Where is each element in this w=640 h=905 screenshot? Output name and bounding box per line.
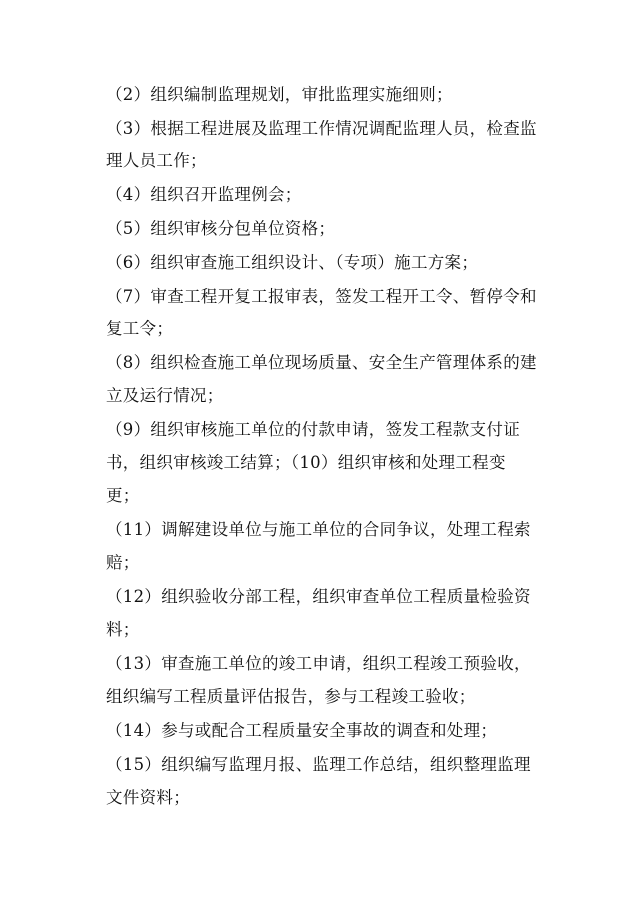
text-line-5: （5）组织审核分包单位资格； — [106, 219, 336, 238]
text-line-11: （9）组织审核施工单位的付款申请，签发工程款支付证 — [106, 420, 520, 439]
text-line-13: 更； — [106, 486, 140, 505]
text-line-17: 料； — [106, 620, 140, 639]
text-line-6: （6）组织审查施工组织设计、（专项）施工方案； — [106, 253, 479, 272]
text-line-4: （4）组织召开监理例会； — [106, 185, 302, 204]
text-line-15: 赔； — [106, 553, 140, 572]
text-line-16: （12）组织验收分部工程，组织审查单位工程质量检验资 — [106, 587, 531, 606]
text-line-1: （2）组织编制监理规划，审批监理实施细则； — [106, 85, 453, 104]
text-line-3: 理人员工作； — [106, 151, 207, 170]
text-line-18: （13）审查施工单位的竣工申请，组织工程竣工预验收， — [106, 654, 531, 673]
text-line-22: 文件资料； — [106, 788, 190, 807]
text-line-14: （11）调解建设单位与施工单位的合同争议，处理工程索 — [106, 520, 531, 539]
text-line-7: （7）审查工程开复工报审表，签发工程开工令、暂停令和 — [106, 287, 537, 306]
text-line-10: 立及运行情况； — [106, 386, 224, 405]
text-line-20: （14）参与或配合工程质量安全事故的调查和处理； — [106, 721, 498, 740]
text-line-19: 组织编写工程质量评估报告，参与工程竣工验收； — [106, 687, 476, 706]
text-line-8: 复工令； — [106, 319, 174, 338]
text-line-9: （8）组织检查施工单位现场质量、安全生产管理体系的建 — [106, 353, 537, 372]
text-line-12: 书，组织审核竣工结算；（10）组织审核和处理工程变 — [106, 453, 506, 472]
text-line-2: （3）根据工程进展及监理工作情况调配监理人员，检查监 — [106, 119, 537, 138]
text-line-21: （15）组织编写监理月报、监理工作总结，组织整理监理 — [106, 755, 531, 774]
